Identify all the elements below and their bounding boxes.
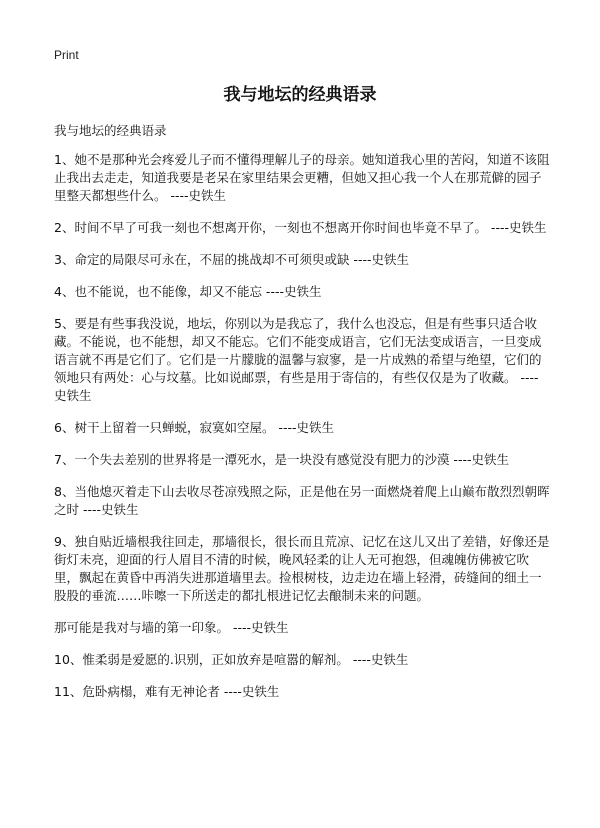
quote-paragraph: 8、当他熄灭着走下山去收尽苍凉残照之际，正是他在另一面燃烧着爬上山巅布散烈烈朝晖之时 ----史铁生	[54, 484, 550, 517]
quote-paragraph: 2、时间不早了可我一刻也不想离开你，一刻也不想离开你时间也毕竟不早了。 ----史铁生	[54, 220, 547, 235]
quote-paragraph: 4、也不能说，也不能像，却又不能忘 ----史铁生	[54, 284, 322, 299]
quote-paragraph: 那可能是我对与墙的第一印象。 ----史铁生	[54, 620, 289, 635]
print-link[interactable]: Print	[54, 48, 79, 62]
quote-list	[54, 151, 550, 715]
quote-paragraph: 6、树干上留着一只蝉蜕，寂寞如空屋。 ----史铁生	[54, 420, 334, 435]
quote-paragraph: 1、她不是那种光会疼爱儿子而不懂得理解儿子的母亲。她知道我心里的苦闷，知道不该阻止我出去走走，知道我要是老呆在家里结果会更糟，但她又担心我一个人在那荒僻的园子里整天都想些什么。 ----史铁生	[54, 152, 550, 203]
document-subtitle: 我与地坛的经典语录	[54, 123, 167, 138]
quote-paragraph: 3、命定的局限尽可永在，不屈的挑战却不可须臾或缺 ----史铁生	[54, 252, 409, 267]
quote-paragraph: 9、独自贴近墙根我往回走，那墙很长，很长而且荒凉、记忆在这儿又出了差错，好像还是街灯未亮，迎面的行人眉目不清的时候，晚风轻柔的让人无可抱怨，但魂魄仿佛被它吹里，飘起在黄昏中再消失进那道墙里去。捡根树枝，边走边在墙上轻滑，砖缝间的细土一股股的垂流……咔嚓一下所送走的都扎根进记忆去酿制未来的问题。	[54, 534, 550, 603]
quote-paragraph: 11、危卧病榻，难有无神论者 ----史铁生	[54, 684, 280, 699]
quote-paragraph: 7、一个失去差别的世界将是一潭死水，是一块没有感觉没有肥力的沙漠 ----史铁生	[54, 452, 509, 467]
page-title: 我与地坛的经典语录	[223, 85, 377, 105]
quote-paragraph: 10、惟柔弱是爱愿的.识别，正如放弃是喧嚣的解剂。 ----史铁生	[54, 652, 409, 667]
quote-paragraph: 5、要是有些事我没说，地坛，你别以为是我忘了，我什么也没忘，但是有些事只适合收藏。不能说，也不能想，却又不能忘。它们不能变成语言，它们无法变成语言，一旦变成语言就不再是它们了。它们是一片朦胧的温馨与寂寥，是一片成熟的希望与绝望，它们的领地只有两处：心与坟墓。比如说邮票，有些是用于寄信的，有些仅仅是为了收藏。 ----史铁生	[54, 316, 542, 403]
